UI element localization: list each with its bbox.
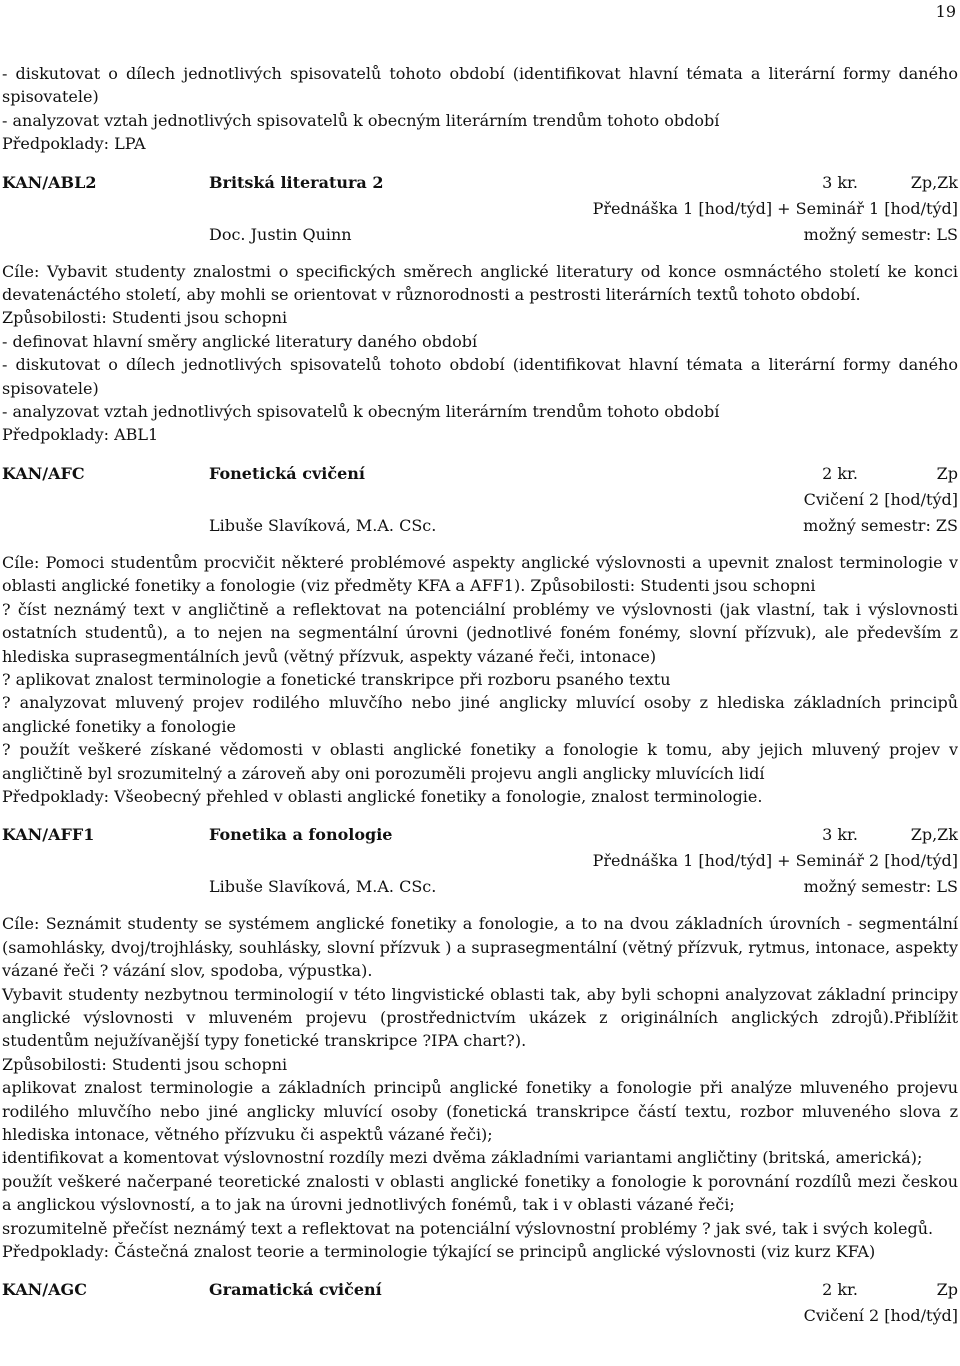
course-code: KAN/AFC	[2, 463, 85, 483]
paragraph: Cíle: Vybavit studenty znalostmi o specifických směrech anglické literatury od konce osmnáctého století ke konci devatenáctého století, aby mohli se orientovat v různorodnosti a pestrosti literárních textů tohoto období.	[2, 261, 958, 305]
course-code: KAN/AFF1	[2, 825, 95, 845]
paragraph: Způsobilosti: Studenti jsou schopni	[2, 1054, 288, 1074]
course-hours-row	[2, 848, 958, 874]
course-header-row	[2, 1277, 958, 1303]
paragraph: Předpoklady: Částečná znalost teorie a terminologie týkající se principů anglické výslovnosti (viz kurz KFA)	[2, 1242, 876, 1262]
course-code: KAN/ABL2	[2, 172, 97, 192]
course-entry	[2, 1277, 958, 1329]
course-teacher-row	[2, 874, 958, 900]
course-credits: 2 kr.	[822, 1280, 858, 1300]
course-description	[2, 912, 958, 1263]
paragraph: Cíle: Pomoci studentům procvičit některé problémové aspekty anglické výslovnosti a upevnit znalost terminologie v oblasti anglické fonetiky a fonologie (viz předměty KFA a AFF1). Způsobilosti: Studenti jsou schopni	[2, 552, 958, 596]
paragraph: Předpoklady: ABL1	[2, 425, 159, 445]
course-credits: 2 kr.	[822, 463, 858, 483]
course-credits: 3 kr.	[822, 172, 858, 192]
paragraph: srozumitelně přečíst neznámý text a reflektovat na potenciální výslovnostní problémy ? jak své, tak i svých kolegů.	[2, 1218, 934, 1238]
course-title: Fonetika a fonologie	[209, 825, 393, 845]
course-credits: 3 kr.	[822, 825, 858, 845]
paragraph: Způsobilosti: Studenti jsou schopni	[2, 308, 288, 328]
course-teacher: Libuše Slavíková, M.A. CSc.	[209, 877, 437, 897]
course-entry	[2, 822, 958, 1263]
course-semester: možný semestr: LS	[803, 224, 958, 244]
paragraph: Předpoklady: Všeobecný přehled v oblasti anglické fonetiky a fonologie, znalost terminologie.	[2, 786, 763, 806]
course-description	[2, 551, 958, 808]
paragraph: Předpoklady: LPA	[2, 134, 146, 154]
paragraph: použít veškeré načerpané teoretické znalosti v oblasti anglické fonetiky a fonologie k porovnání rozdílů mezi českou a anglickou výslovností, a to jak na úrovni jednotlivých fonémů, tak i v oblasti vázané řeči;	[2, 1171, 958, 1215]
course-hours: Přednáška 1 [hod/týd] + Seminář 2 [hod/týd]	[592, 851, 958, 871]
intro-text	[2, 62, 958, 156]
course-title: Fonetická cvičení	[209, 463, 365, 483]
course-description	[2, 260, 958, 447]
course-completion: Zp	[936, 463, 958, 483]
course-teacher-row	[2, 513, 958, 539]
course-teacher: Libuše Slavíková, M.A. CSc.	[209, 515, 437, 535]
page-content	[2, 62, 958, 1329]
course-completion: Zp,Zk	[910, 825, 958, 845]
course-hours-row	[2, 196, 958, 222]
paragraph: ? číst neznámý text v angličtině a reflektovat na potenciální problémy ve výslovnosti (jak vlastní, tak i výslovnosti ostatních studentů), a to nejen na segmentální úrovni (jednotlivé foném fonémy, slovní přízvuk), ale především z hlediska suprasegmentálních jevů (větný přízvuk, aspekty vázané řeči, intonace)	[2, 599, 958, 666]
course-hours-row	[2, 1303, 958, 1329]
course-hours-row	[2, 487, 958, 513]
course-completion: Zp,Zk	[910, 172, 958, 192]
page-number: 19	[935, 2, 956, 21]
course-completion: Zp	[936, 1280, 958, 1300]
course-header-row	[2, 822, 958, 848]
course-title: Gramatická cvičení	[209, 1280, 382, 1300]
paragraph: - diskutovat o dílech jednotlivých spisovatelů tohoto období (identifikovat hlavní témata a literární formy daného spisovatele)	[2, 355, 958, 398]
course-hours: Cvičení 2 [hod/týd]	[803, 489, 958, 509]
course-entry	[2, 170, 958, 447]
course-semester: možný semestr: LS	[803, 877, 958, 897]
course-title: Britská literatura 2	[209, 172, 384, 192]
paragraph: - analyzovat vztah jednotlivých spisovatelů k obecným literárním trendům tohoto období	[2, 110, 720, 130]
paragraph: ? analyzovat mluvený projev rodilého mluvčího nebo jiné anglicky mluvící osoby z hlediska základních principů anglické fonetiky a fonologie	[2, 693, 958, 736]
course-header-row	[2, 461, 958, 487]
paragraph: - definovat hlavní směry anglické literatury daného období	[2, 331, 478, 351]
course-teacher: Doc. Justin Quinn	[209, 224, 352, 244]
course-code: KAN/AGC	[2, 1280, 87, 1300]
paragraph: Cíle: Seznámit studenty se systémem anglické fonetiky a fonologie, a to na dvou základních úrovních - segmentální (samohlásky, dvoj/trojhlásky, souhlásky, slovní přízvuk ) a suprasegmentální (větný přízvuk, rytmus, intonace, aspekty vázané řeči ? vázání slov, spodoba, výpustka).	[2, 914, 958, 981]
course-entry	[2, 461, 958, 808]
paragraph: ? použít veškeré získané vědomosti v oblasti anglické fonetiky a fonologie k tomu, aby jejich mluvený projev v angličtině byl srozumitelný a zároveň aby oni porozuměli projevu angli anglicky mluvících lidí	[2, 740, 958, 783]
paragraph: aplikovat znalost terminologie a základních principů anglické fonetiky a fonologie při analýze mluveného projevu rodilého mluvčího nebo jiné anglicky mluvící osoby (fonetická transkripce částí textu, rozbor mluveného slova z hlediska intonace, větného přízvuku či aspektů vázané řeči);	[2, 1078, 958, 1144]
course-teacher-row	[2, 222, 958, 248]
paragraph: ? aplikovat znalost terminologie a fonetické transkripce při rozboru psaného textu	[2, 669, 671, 689]
course-hours: Přednáška 1 [hod/týd] + Seminář 1 [hod/týd]	[592, 198, 958, 218]
course-semester: možný semestr: ZS	[803, 515, 958, 535]
paragraph: Vybavit studenty nezbytnou terminologií v této lingvistické oblasti tak, aby byli schopni analyzovat základní principy anglické výslovnosti v mluveném projevu (prostřednictvím ukázek z originálních anglických zdrojů).Přiblížit studentům nejužívanější typy fonetické transkripce ?IPA chart?).	[2, 984, 958, 1051]
paragraph: - analyzovat vztah jednotlivých spisovatelů k obecným literárním trendům tohoto období	[2, 402, 720, 422]
course-hours: Cvičení 2 [hod/týd]	[803, 1306, 958, 1326]
paragraph: identifikovat a komentovat výslovnostní rozdíly mezi dvěma základními variantami angličtiny (britská, americká);	[2, 1148, 923, 1168]
paragraph: - diskutovat o dílech jednotlivých spisovatelů tohoto období (identifikovat hlavní témata a literární formy daného spisovatele)	[2, 64, 958, 107]
course-header-row	[2, 170, 958, 196]
